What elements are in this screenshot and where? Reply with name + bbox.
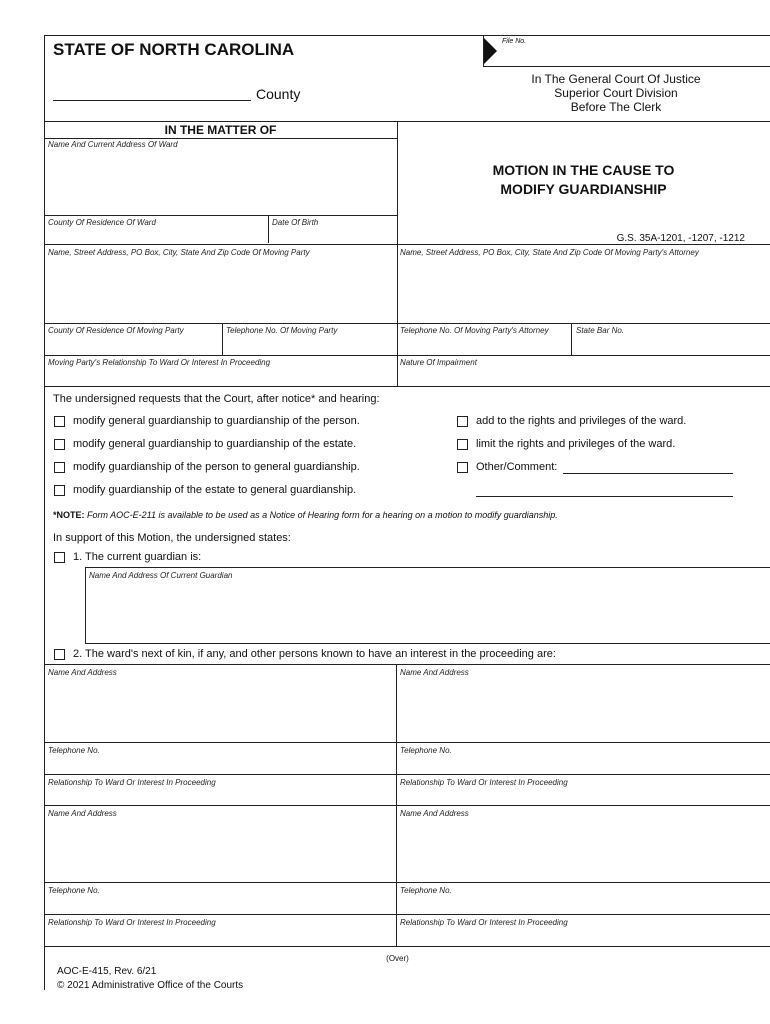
guardian-label: Name And Address Of Current Guardian — [89, 571, 233, 580]
court-name — [484, 72, 748, 114]
ward-county-label: County Of Residence Of Ward — [48, 218, 156, 227]
form-title — [397, 161, 770, 199]
impairment-label: Nature Of Impairment — [400, 358, 477, 367]
kin-2-relationship-label: Relationship To Ward Or Interest In Proceeding — [400, 778, 568, 787]
kin-3-relationship-label: Relationship To Ward Or Interest In Proceeding — [48, 918, 216, 927]
dob-field[interactable] — [270, 228, 395, 242]
kin-1-phone-label: Telephone No. — [48, 746, 100, 755]
kin-4-name-field[interactable] — [398, 820, 768, 880]
court-line-2: Superior Court Division — [554, 86, 678, 100]
checkbox-item-2[interactable] — [54, 649, 65, 660]
kin-4-phone-label: Telephone No. — [400, 886, 452, 895]
file-no-arrow-icon — [483, 37, 497, 65]
checkbox-limit-rights[interactable] — [457, 439, 468, 450]
kin-2-name-label: Name And Address — [400, 668, 469, 677]
moving-phone-label: Telephone No. Of Moving Party — [226, 326, 338, 335]
ward-name-field[interactable] — [46, 152, 395, 214]
copyright: © 2021 Administrative Office of the Courts — [57, 980, 244, 991]
checkbox-add-rights[interactable] — [457, 416, 468, 427]
moving-relationship-label: Moving Party's Relationship To Ward Or Interest In Proceeding — [48, 358, 271, 367]
kin-1-name-label: Name And Address — [48, 668, 117, 677]
kin-3-phone-label: Telephone No. — [48, 886, 100, 895]
option-2-label: modify general guardianship to guardianship of the estate. — [73, 438, 357, 450]
file-no-field[interactable] — [500, 48, 765, 64]
county-label: County — [256, 86, 301, 102]
kin-2-phone-label: Telephone No. — [400, 746, 452, 755]
note-text: Form AOC-E-211 is available to be used as a Notice of Hearing form for a hearing on a motion to modify guardianship. — [87, 510, 558, 520]
attorney-phone-label: Telephone No. Of Moving Party's Attorney — [400, 326, 549, 335]
kin-3-name-label: Name And Address — [48, 809, 117, 818]
moving-county-label: County Of Residence Of Moving Party — [48, 326, 184, 335]
file-no-label: File No. — [502, 38, 527, 45]
item-2-label: 2. The ward's next of kin, if any, and other persons known to have an interest in the proceeding are: — [73, 648, 556, 660]
moving-party-field[interactable] — [46, 260, 395, 322]
matter-heading: IN THE MATTER OF — [164, 123, 277, 137]
kin-1-relationship-label: Relationship To Ward Or Interest In Proceeding — [48, 778, 216, 787]
guardian-field[interactable] — [87, 582, 768, 640]
note — [53, 510, 558, 520]
kin-3-name-field[interactable] — [46, 820, 394, 880]
ward-county-field[interactable] — [46, 228, 266, 242]
dob-label: Date Of Birth — [272, 218, 319, 227]
moving-party-label: Name, Street Address, PO Box, City, State And Zip Code Of Moving Party — [48, 248, 310, 257]
ward-name-label: Name And Current Address Of Ward — [48, 140, 178, 149]
other-label: Other/Comment: — [476, 461, 558, 473]
option-4-label: modify guardianship of the estate to general guardianship. — [73, 484, 357, 496]
county-blank[interactable] — [53, 100, 251, 101]
option-3-label: modify guardianship of the person to general guardianship. — [73, 461, 360, 473]
attorney-field[interactable] — [399, 260, 768, 322]
option-1-label: modify general guardianship to guardianship of the person. — [73, 415, 360, 427]
form-number: AOC-E-415, Rev. 6/21 — [57, 966, 157, 977]
checkbox-other[interactable] — [457, 462, 468, 473]
kin-4-name-label: Name And Address — [400, 809, 469, 818]
checkbox-option-4[interactable] — [54, 485, 65, 496]
checkbox-option-2[interactable] — [54, 439, 65, 450]
form-title-line-2: MODIFY GUARDIANSHIP — [500, 181, 667, 197]
item-1-label: 1. The current guardian is: — [73, 551, 202, 563]
state-title: STATE OF NORTH CAROLINA — [53, 40, 295, 59]
form-title-line-1: MOTION IN THE CAUSE TO — [492, 162, 675, 178]
kin-1-name-field[interactable] — [46, 680, 394, 740]
kin-2-name-field[interactable] — [398, 680, 768, 740]
other-comment-line-1[interactable] — [563, 473, 733, 474]
state-bar-label: State Bar No. — [576, 326, 625, 335]
attorney-label: Name, Street Address, PO Box, City, State And Zip Code Of Moving Party's Attorney — [400, 248, 699, 257]
over-note: (Over) — [386, 954, 409, 963]
checkbox-option-3[interactable] — [54, 462, 65, 473]
limit-rights-label: limit the rights and privileges of the ward. — [476, 438, 676, 450]
request-intro: The undersigned requests that the Court, after notice* and hearing: — [53, 393, 380, 405]
add-rights-label: add to the rights and privileges of the ward. — [476, 415, 687, 427]
kin-4-relationship-label: Relationship To Ward Or Interest In Proceeding — [400, 918, 568, 927]
note-label: *NOTE: — [53, 510, 85, 520]
statute-ref: G.S. 35A-1201, -1207, -1212 — [616, 233, 745, 244]
court-line-1: In The General Court Of Justice — [531, 72, 701, 86]
checkbox-item-1[interactable] — [54, 552, 65, 563]
court-line-3: Before The Clerk — [570, 100, 662, 114]
support-intro: In support of this Motion, the undersigned states: — [53, 532, 291, 544]
other-comment-line-2[interactable] — [476, 496, 733, 497]
checkbox-option-1[interactable] — [54, 416, 65, 427]
